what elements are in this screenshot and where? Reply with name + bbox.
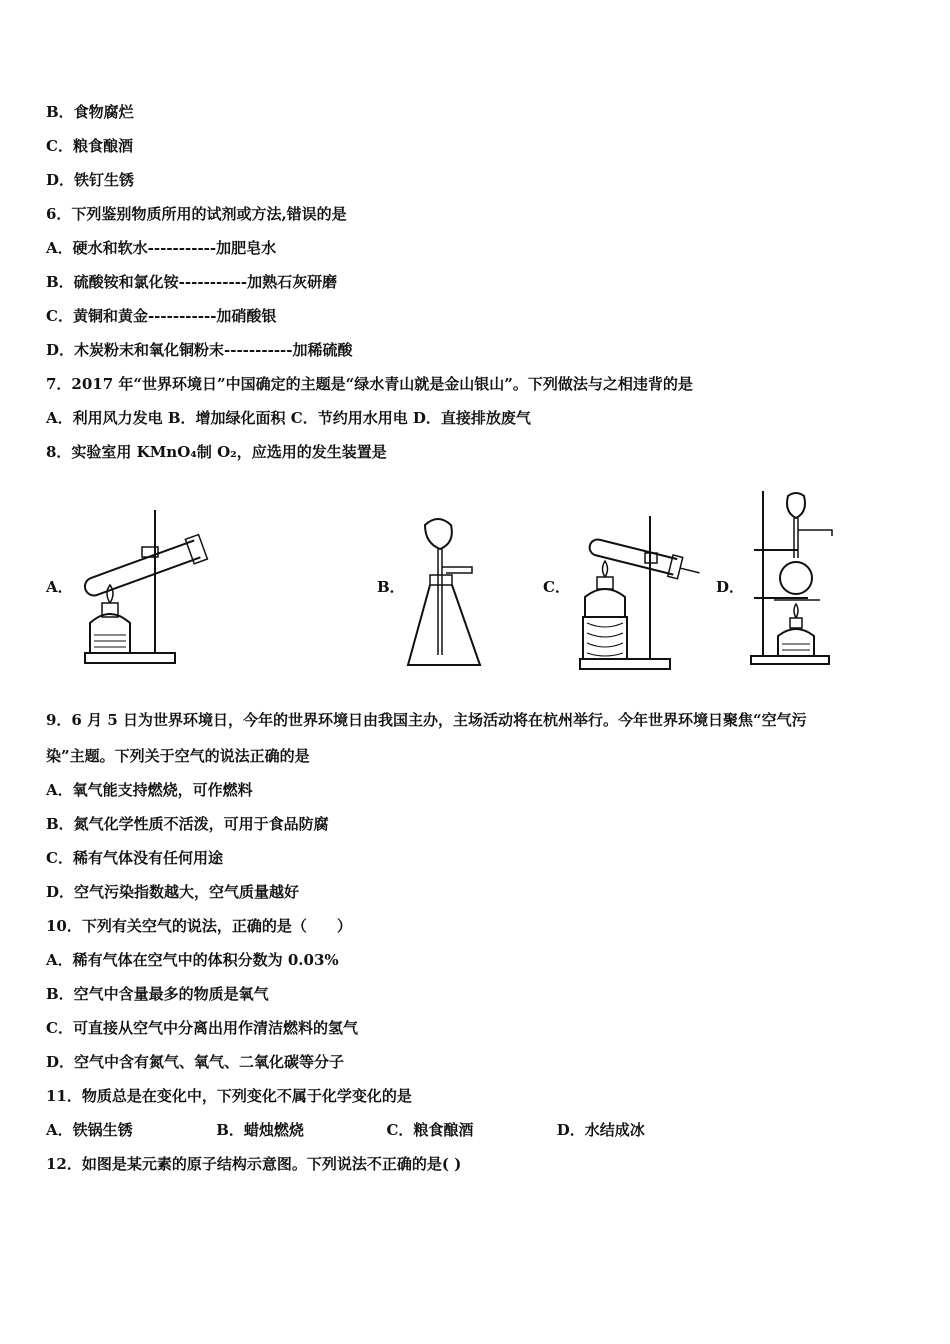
question-8: 8．实验室用 KMnO₄制 O₂，应选用的发生装置是 [46,443,387,461]
question-7: 7．2017 年“世界环境日”中国确定的主题是“绿水青山就是金山银山”。下列做法与之相违背的是 [46,375,693,393]
question-12: 12．如图是某元素的原子结构示意图。下列说法不正确的是( ) [46,1155,462,1173]
option-b-food-rot: B．食物腐烂 [46,103,134,121]
question-10-option-d: D．空气中含有氮气、氧气、二氧化碳等分子 [46,1053,345,1071]
option-d-rusting: D．铁钉生锈 [46,171,135,189]
question-10-option-b: B．空气中含量最多的物质是氧气 [46,985,269,1003]
apparatus-c-illustration [575,513,705,673]
question-6-option-d: D．木炭粉末和氧化铜粉末-----------加稀硫酸 [46,341,353,359]
apparatus-b-illustration [400,515,490,673]
question-9-option-b: B．氮气化学性质不活泼，可用于食品防腐 [46,815,329,833]
figure-d-label: D． [716,578,745,596]
apparatus-a-illustration [80,505,220,670]
question-6-option-c: C．黄铜和黄金-----------加硝酸银 [46,307,277,325]
question-9-option-d: D．空气污染指数越大，空气质量越好 [46,883,300,901]
figure-b-label: B． [377,578,405,596]
apparatus-d-illustration [748,488,838,668]
question-9-line-1: 9．6 月 5 日为世界环境日，今年的世界环境日由我国主办，主场活动将在杭州举行。今年世界环境日聚焦“空气污 [46,711,807,729]
question-10-option-a: A．稀有气体在空气中的体积分数为 0.03% [46,951,339,969]
figure-a-label: A． [46,578,73,596]
question-9-option-c: C．稀有气体没有任何用途 [46,849,223,867]
question-6-option-b: B．硫酸铵和氯化铵-----------加熟石灰研磨 [46,273,338,291]
question-11-option-a: A．铁锅生锈 [46,1121,133,1139]
question-11-option-c: C．粮食酿酒 [386,1121,474,1139]
question-9-line-2: 染”主题。下列关于空气的说法正确的是 [46,747,310,765]
question-6: 6．下列鉴别物质所用的试剂或方法,错误的是 [46,205,347,223]
question-7-options: A．利用风力发电 B．增加绿化面积 C．节约用水用电 D．直接排放废气 [46,409,531,427]
question-9-option-a: A．氧气能支持燃烧，可作燃料 [46,781,253,799]
option-c-brewing: C．粮食酿酒 [46,137,133,155]
question-10: 10．下列有关空气的说法，正确的是（ ） [46,917,352,935]
question-11: 11．物质总是在变化中，下列变化不属于化学变化的是 [46,1087,412,1105]
question-11-options [46,1120,645,1140]
question-11-option-b: B．蜡烛燃烧 [216,1121,304,1139]
question-10-option-c: C．可直接从空气中分离出用作清洁燃料的氢气 [46,1019,358,1037]
question-6-option-a: A．硬水和软水-----------加肥皂水 [46,239,277,257]
question-11-option-d: D．水结成冰 [556,1121,645,1139]
figure-c-label: C． [543,578,570,596]
